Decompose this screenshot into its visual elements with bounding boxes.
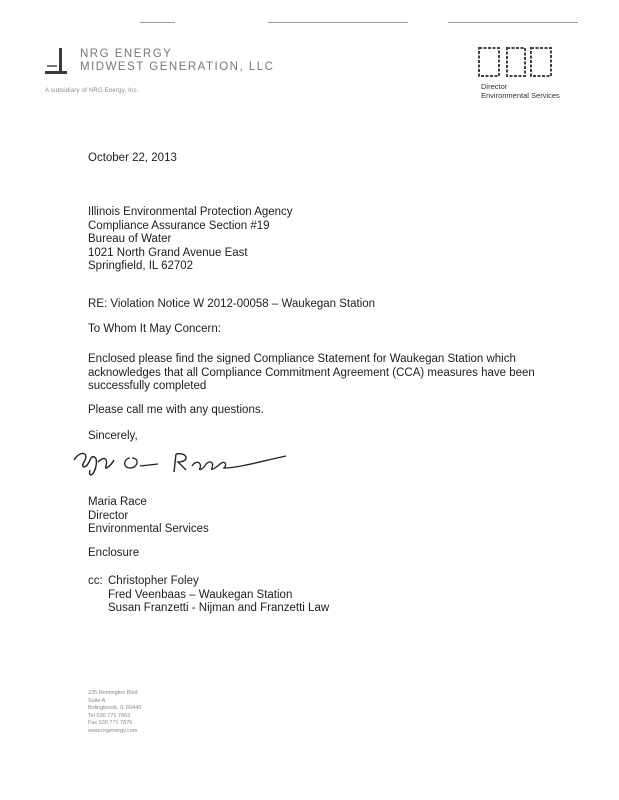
salutation: To Whom It May Concern: bbox=[88, 323, 221, 335]
footer-line: Suite A bbox=[88, 697, 106, 704]
footer-address bbox=[88, 690, 141, 736]
header-title: Director bbox=[481, 82, 508, 91]
footer-line: Fax 630 771 7876 bbox=[88, 720, 133, 727]
header-subtitle: Environmental Services bbox=[481, 91, 560, 100]
header-title-block bbox=[481, 82, 560, 100]
company-tagline: A subsidiary of NRG Energy, Inc. bbox=[45, 88, 139, 94]
cc-recipient: Fred Veenbaas – Waukegan Station bbox=[108, 588, 293, 601]
brand-logo-icon bbox=[475, 45, 555, 81]
signer-title: Director bbox=[88, 509, 129, 522]
body-line: Enclosed please find the signed Compliance Statement for Waukegan Station which bbox=[88, 353, 516, 365]
company-logo-icon bbox=[45, 48, 67, 76]
signer-department: Environmental Services bbox=[88, 523, 209, 535]
cc-recipient: Susan Franzetti - Nijman and Franzetti Law bbox=[108, 602, 330, 614]
letter-body bbox=[88, 353, 535, 394]
body-line: acknowledges that all Compliance Commitment Agreement (CCA) measures have been bbox=[88, 366, 535, 379]
footer-line: www.nrgenergy.com bbox=[88, 727, 138, 734]
cc-label: cc: bbox=[88, 575, 103, 587]
company-name-line1: NRG ENERGY bbox=[80, 48, 173, 60]
addressee-line: Illinois Environmental Protection Agency bbox=[88, 206, 293, 218]
cc-list bbox=[108, 575, 329, 616]
footer-line: Tel 630 771 7863 bbox=[88, 712, 131, 719]
footer-line: 235 Remington Blvd bbox=[88, 690, 138, 696]
scan-artifact bbox=[448, 22, 578, 23]
addressee-line: Springfield, IL 62702 bbox=[88, 260, 194, 272]
letter-date: October 22, 2013 bbox=[88, 152, 177, 164]
addressee-block bbox=[88, 206, 293, 274]
company-name-line2: MIDWEST GENERATION, LLC bbox=[80, 61, 275, 73]
enclosure-note: Enclosure bbox=[88, 547, 140, 559]
sign-off: Sincerely, bbox=[88, 430, 138, 442]
signature-icon bbox=[68, 446, 290, 480]
body-line: successfully completed bbox=[88, 380, 207, 392]
signer-block bbox=[88, 496, 209, 537]
addressee-line: 1021 North Grand Avenue East bbox=[88, 246, 248, 259]
scan-artifact bbox=[140, 22, 175, 23]
footer-line: Bolingbrook, IL 60440 bbox=[88, 705, 142, 712]
scan-artifact bbox=[268, 22, 408, 23]
re-line: RE: Violation Notice W 2012-00058 – Waukegan Station bbox=[88, 298, 376, 310]
addressee-line: Compliance Assurance Section #19 bbox=[88, 219, 270, 232]
company-name bbox=[80, 48, 274, 74]
signer-name: Maria Race bbox=[88, 496, 147, 508]
closing-line: Please call me with any questions. bbox=[88, 404, 264, 416]
cc-recipient: Christopher Foley bbox=[108, 575, 199, 587]
addressee-line: Bureau of Water bbox=[88, 233, 172, 245]
